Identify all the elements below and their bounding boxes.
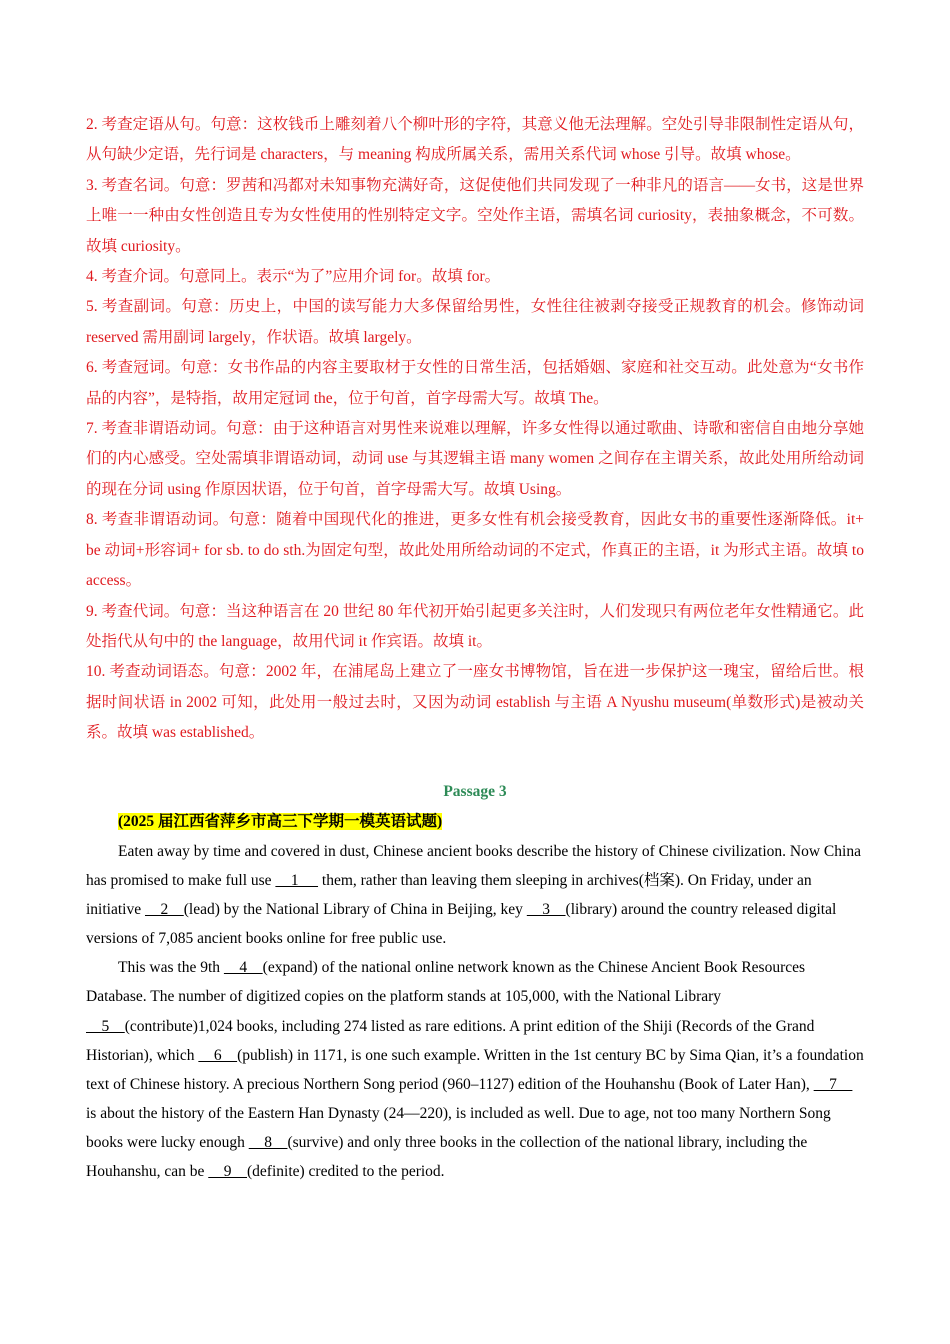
blank-2: 2 [144, 901, 184, 919]
text-segment: is about the history of the Eastern Han Dynasty (24—220), is included as well. Due to age, not too many Northern Song books were lucky enough [86, 1104, 831, 1151]
passage-paragraph-1 [86, 837, 866, 953]
text-segment: (survive) and only three books in the collection of the national library, including the Houhanshu, can be [86, 1133, 808, 1181]
answer-item-3: 3. 考查名词。句意：罗茜和冯都对未知事物充满好奇，这促使他们共同发现了一种非凡的语言——女书，这是世界上唯一一种由女性创造且专为女性使用的性别特定文字。空处作主语，需填名词 curiosity，表抽象概念，不可数。故填 curiosity。 [86, 176, 864, 255]
text-segment: (lead) by the National Library of China in Beijing, key [183, 901, 527, 919]
text-segment: (definite) credited to the period. [247, 1163, 445, 1181]
answer-item-7: 7. 考查非谓语动词。句意：由于这种语言对男性来说难以理解，许多女性得以通过歌曲、诗歌和密信自由地分享她们的内心感受。空处需填非谓语动词，动词 use 与其逻辑主语 many women 之间存在主谓关系，故此处用所给动词的现在分词 using 作原因状语，位于句首，首字母需大写。故填 Using。 [86, 420, 864, 498]
blank-7: 7 [813, 1075, 853, 1093]
answer-item-8: 8. 考查非谓语动词。句意：随着中国现代化的推进，更多女性有机会接受教育，因此女书的重要性逐渐降低。it+ be 动词+形容词+ for sb. to do sth.为固定句型，故此处用所给动词的不定式，作真正的主语，it 为形式主语。故填 to access。 [86, 511, 864, 590]
answer-item-2: 2. 考查定语从句。句意：这枚钱币上雕刻着八个柳叶形的字符，其意义他无法理解。空处引导非限制性定语从句，从句缺少定语，先行词是 characters，与 meaning 构成所属关系，需用关系代词 whose 引导。故填 whose。 [86, 116, 864, 164]
passage-title: Passage 3 [443, 783, 507, 800]
answer-item-10: 10. 考查动词语态。句意：2002 年，在浦尾岛上建立了一座女书博物馆，旨在进一步保护这一瑰宝，留给后世。根据时间状语 in 2002 可知，此处用一般过去时，又因为动词 establish 与主语 A Nyushu museum(单数形式)是被动关系。故填 was established。 [86, 663, 864, 742]
answer-item-9: 9. 考查代词。句意：当这种语言在 20 世纪 80 年代初开始引起更多关注时，人们发现只有两位老年女性精通它。此处指代从句中的 the language，故用代词 it 作宾语。故填 it。 [86, 602, 864, 650]
passage-body [86, 837, 866, 1186]
text-segment: (contribute)1,024 books, including 274 listed as rare editions. A print edition of the Shiji (Records of the Grand Historian), which [86, 1017, 815, 1064]
blank-3: 3 [526, 901, 566, 919]
text-segment: This was the 9th [118, 959, 224, 977]
text-segment: (expand) of the national online network known as the Chinese Ancient Book Resources Database. The number of digitized copies on the platform stands at 105,000, with the National Library [86, 959, 806, 1006]
text-segment: (library) around the country released digital versions of 7,085 ancient books online for free public use. [86, 901, 837, 948]
exam-source [118, 808, 442, 836]
answer-item-5: 5. 考查副词。句意：历史上，中国的读写能力大多保留给男性，女性往往被剥夺接受正规教育的机会。修饰动词 reserved 需用副词 largely，作状语。故填 largely。 [86, 298, 864, 346]
text-segment: Eaten away by time and covered in dust, Chinese ancient books describe the history of Chinese civilization. Now China has promised to make full use [86, 843, 861, 890]
answer-item-6: 6. 考查冠词。句意：女书作品的内容主要取材于女性的日常生活，包括婚姻、家庭和社交互动。此处意为“女书作品的内容”，是特指，故用定冠词 the，位于句首，首字母需大写。故填 The。 [86, 359, 864, 407]
blank-4: 4 [223, 959, 263, 977]
passage-paragraph-2 [86, 953, 866, 1186]
blank-1: 1 [275, 872, 319, 890]
text-segment: (publish) in 1171, is one such example. Written in the 1st century BC by Sima Qian, it’s a foundation text of Chinese history. A precious Northern Song period (960–1127) edition of the Houhanshu (Book of Later Han), [86, 1046, 864, 1093]
answer-explanations [86, 110, 864, 749]
answer-item-4: 4. 考查介词。句意同上。表示“为了”应用介词 for。故填 for。 [86, 268, 501, 286]
blank-8: 8 [248, 1133, 288, 1151]
text-segment: them, rather than leaving them sleeping in archives(档案). On Friday, under an initiative [86, 872, 812, 919]
blank-5: 5 [86, 1017, 125, 1035]
exam-source-highlight: (2025 届江西省萍乡市高三下学期一模英语试题) [118, 813, 443, 830]
blank-9: 9 [208, 1163, 247, 1181]
blank-6: 6 [198, 1046, 238, 1064]
